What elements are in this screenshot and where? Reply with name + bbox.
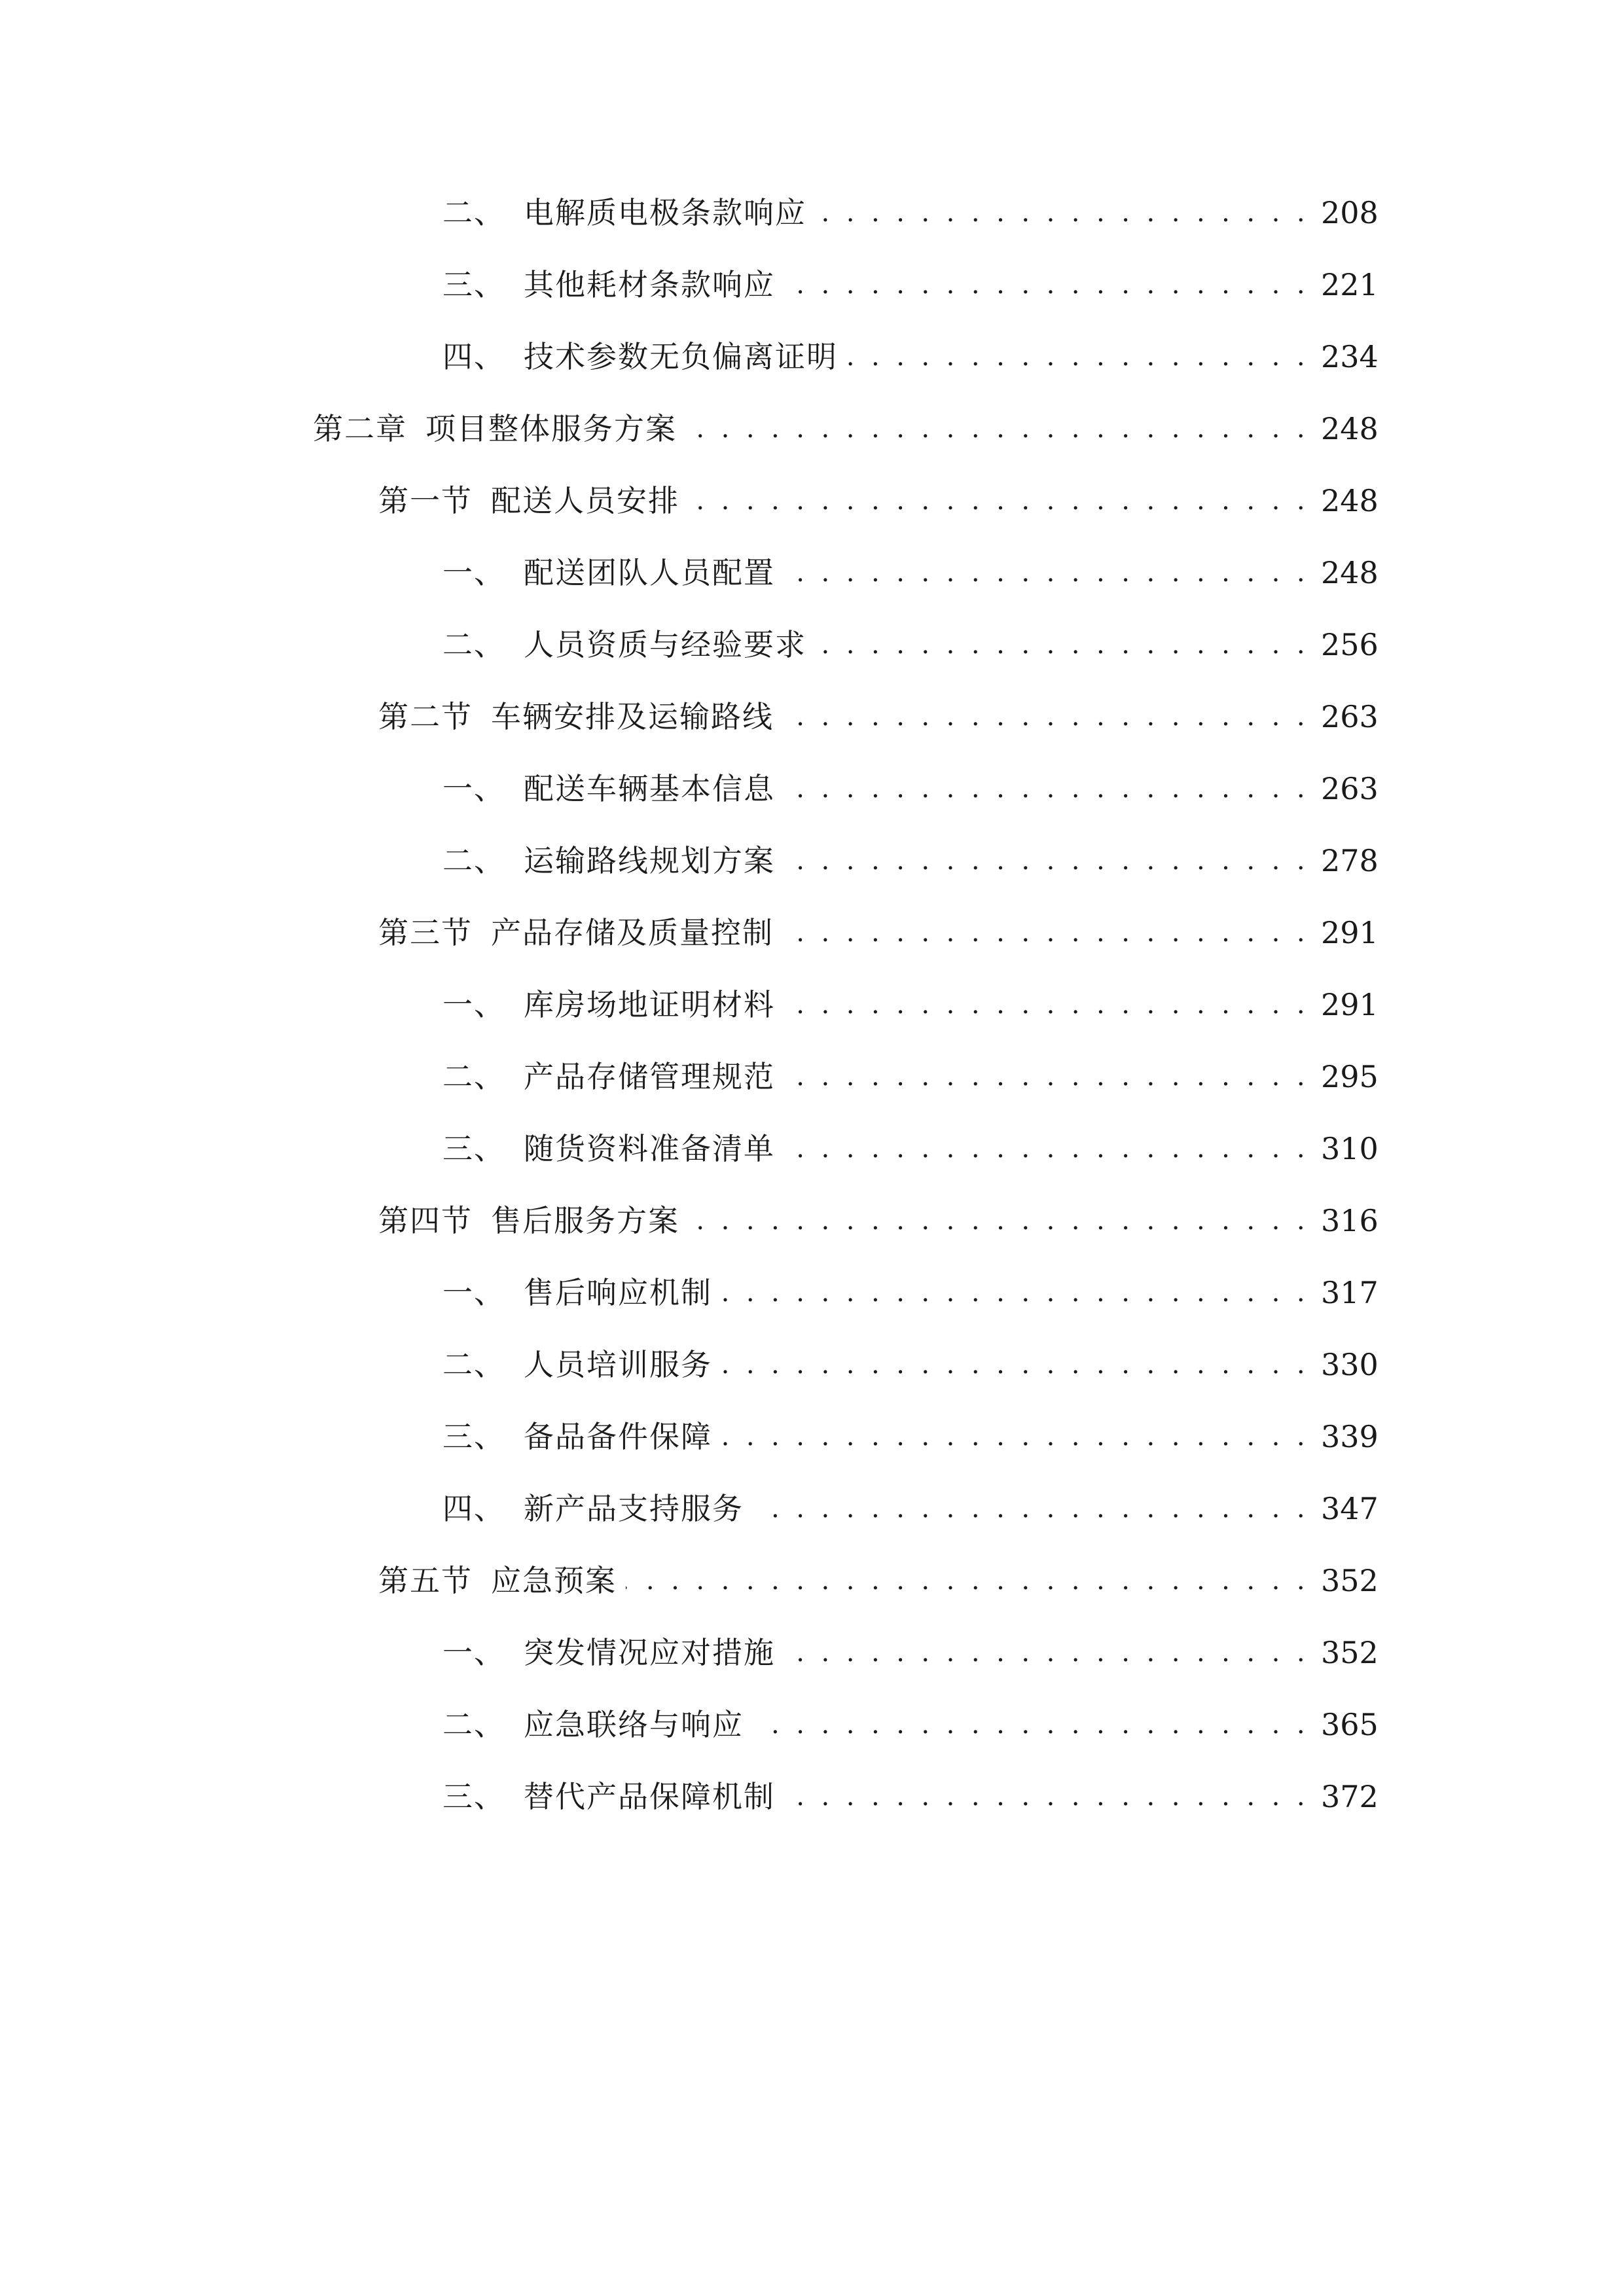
toc-entry-page: 317 — [1321, 1275, 1379, 1310]
toc-entry-number: 第四节 — [378, 1203, 473, 1238]
toc-entry-page: 352 — [1321, 1635, 1379, 1670]
toc-dot-leader — [721, 1342, 1309, 1388]
toc-entry[interactable] — [442, 1630, 1379, 1676]
toc-dot-leader — [847, 334, 1309, 380]
toc-entry-number: 四、 — [442, 1491, 505, 1526]
toc-entry-title: 配送团队人员配置 — [524, 555, 775, 590]
toc-entry-number: 三、 — [442, 1779, 505, 1814]
toc-entry-title: 备品备件保障 — [524, 1419, 712, 1454]
toc-entry-title: 应急联络与响应 — [524, 1707, 744, 1742]
toc-entry-page: 347 — [1321, 1491, 1379, 1526]
toc-entry-title: 随货资料准备清单 — [524, 1131, 775, 1166]
toc-entry-number: 二、 — [442, 627, 505, 662]
toc-entry-page: 339 — [1321, 1419, 1379, 1454]
toc-entry[interactable] — [442, 982, 1379, 1028]
toc-entry-number: 二、 — [442, 843, 505, 878]
toc-entry[interactable] — [442, 1054, 1379, 1100]
toc-entry[interactable] — [442, 622, 1379, 668]
toc-dot-leader — [784, 1630, 1309, 1676]
toc-entry-page: 291 — [1321, 915, 1379, 950]
toc-entry[interactable] — [442, 1486, 1379, 1532]
toc-entry-title: 人员培训服务 — [524, 1347, 712, 1382]
toc-dot-leader — [784, 550, 1309, 596]
toc-dot-leader — [721, 1414, 1309, 1460]
toc-entry-title: 其他耗材条款响应 — [524, 267, 775, 302]
toc-dot-leader — [689, 478, 1309, 524]
toc-entry-title: 人员资质与经验要求 — [524, 627, 806, 662]
toc-entry-page: 295 — [1321, 1059, 1379, 1094]
toc-entry-number: 第二章 — [313, 411, 407, 446]
toc-entry-title: 电解质电极条款响应 — [524, 195, 806, 230]
toc-entry-number: 第五节 — [378, 1563, 473, 1598]
toc-entry-section[interactable] — [378, 694, 1379, 740]
toc-dot-leader — [784, 982, 1309, 1028]
toc-entry-page: 248 — [1321, 411, 1379, 446]
toc-entry-title: 新产品支持服务 — [524, 1491, 744, 1526]
toc-entry-page: 372 — [1321, 1779, 1379, 1814]
toc-entry-section[interactable] — [378, 478, 1379, 524]
toc-entry-title: 替代产品保障机制 — [524, 1779, 775, 1814]
toc-entry-page: 248 — [1321, 483, 1379, 518]
toc-entry-title: 配送人员安排 — [491, 483, 679, 518]
toc-entry-section[interactable] — [378, 1558, 1379, 1604]
toc-dot-leader — [816, 622, 1309, 668]
toc-entry[interactable] — [442, 1702, 1379, 1748]
toc-entry-page: 316 — [1321, 1203, 1379, 1238]
toc-entry-page: 221 — [1321, 267, 1379, 302]
toc-entry[interactable] — [442, 334, 1379, 380]
toc-entry-page: 256 — [1321, 627, 1379, 662]
toc-entry[interactable] — [442, 190, 1379, 236]
toc-entry-number: 一、 — [442, 987, 505, 1022]
toc-entry-title: 库房场地证明材料 — [524, 987, 775, 1022]
toc-entry-number: 第一节 — [378, 483, 473, 518]
toc-entry-number: 二、 — [442, 1059, 505, 1094]
toc-dot-leader — [783, 694, 1309, 740]
toc-entry-number: 第三节 — [378, 915, 473, 950]
toc-entry[interactable] — [442, 262, 1379, 308]
toc-dot-leader — [784, 262, 1309, 308]
toc-entry-number: 二、 — [442, 195, 505, 230]
toc-entry-title: 产品存储管理规范 — [524, 1059, 775, 1094]
toc-entry-number: 第二节 — [378, 699, 473, 734]
toc-dot-leader — [784, 1054, 1309, 1100]
toc-entry-page: 330 — [1321, 1347, 1379, 1382]
toc-entry-page: 365 — [1321, 1707, 1379, 1742]
toc-entry-page: 291 — [1321, 987, 1379, 1022]
toc-entry[interactable] — [442, 766, 1379, 812]
toc-entry-title: 售后响应机制 — [524, 1275, 712, 1310]
toc-dot-leader — [689, 1198, 1309, 1244]
toc-entry-number: 一、 — [442, 1635, 505, 1670]
toc-entry-page: 352 — [1321, 1563, 1379, 1598]
toc-dot-leader — [686, 406, 1309, 452]
toc-dot-leader — [753, 1702, 1309, 1748]
toc-entry-title: 运输路线规划方案 — [524, 843, 775, 878]
toc-entry-section[interactable] — [378, 1198, 1379, 1244]
toc-entry-page: 310 — [1321, 1131, 1379, 1166]
toc-dot-leader — [784, 838, 1309, 884]
toc-entry-number: 四、 — [442, 339, 505, 374]
toc-entry-title: 项目整体服务方案 — [425, 411, 677, 446]
toc-entry-number: 一、 — [442, 555, 505, 590]
toc-dot-leader — [783, 910, 1309, 956]
toc-entry-number: 二、 — [442, 1707, 505, 1742]
toc-entry-page: 208 — [1321, 195, 1379, 230]
toc-entry-title: 技术参数无负偏离证明 — [524, 339, 838, 374]
toc-entry[interactable] — [442, 550, 1379, 596]
toc-entry-title: 应急预案 — [491, 1563, 617, 1598]
toc-entry[interactable] — [442, 1414, 1379, 1460]
toc-dot-leader — [816, 190, 1309, 236]
toc-entry-title: 产品存储及质量控制 — [491, 915, 774, 950]
toc-entry-title: 售后服务方案 — [491, 1203, 679, 1238]
toc-entry-number: 一、 — [442, 771, 505, 806]
toc-entry-number: 二、 — [442, 1347, 505, 1382]
toc-entry-number: 一、 — [442, 1275, 505, 1310]
toc-dot-leader — [784, 1126, 1309, 1172]
toc-entry-page: 248 — [1321, 555, 1379, 590]
toc-entry-number: 三、 — [442, 1131, 505, 1166]
toc-entry[interactable] — [442, 1126, 1379, 1172]
toc-entry-number: 三、 — [442, 1419, 505, 1454]
toc-entry[interactable] — [442, 838, 1379, 884]
toc-dot-leader — [753, 1486, 1309, 1532]
toc-dot-leader — [721, 1270, 1309, 1316]
toc-entry-page: 263 — [1321, 699, 1379, 734]
toc-entry[interactable] — [442, 1774, 1379, 1820]
toc-dot-leader — [626, 1558, 1309, 1604]
toc-entry[interactable] — [442, 1342, 1379, 1388]
toc-entry-page: 278 — [1321, 843, 1379, 878]
toc-entry-title: 突发情况应对措施 — [524, 1635, 775, 1670]
toc-entry-page: 234 — [1321, 339, 1379, 374]
toc-entry[interactable] — [442, 1270, 1379, 1316]
toc-dot-leader — [784, 766, 1309, 812]
toc-entry-title: 车辆安排及运输路线 — [491, 699, 774, 734]
toc-entry-number: 三、 — [442, 267, 505, 302]
toc-entry-page: 263 — [1321, 771, 1379, 806]
toc-entry-chapter[interactable] — [313, 406, 1379, 452]
toc-entry-title: 配送车辆基本信息 — [524, 771, 775, 806]
toc-dot-leader — [784, 1774, 1309, 1820]
toc-entry-section[interactable] — [378, 910, 1379, 956]
